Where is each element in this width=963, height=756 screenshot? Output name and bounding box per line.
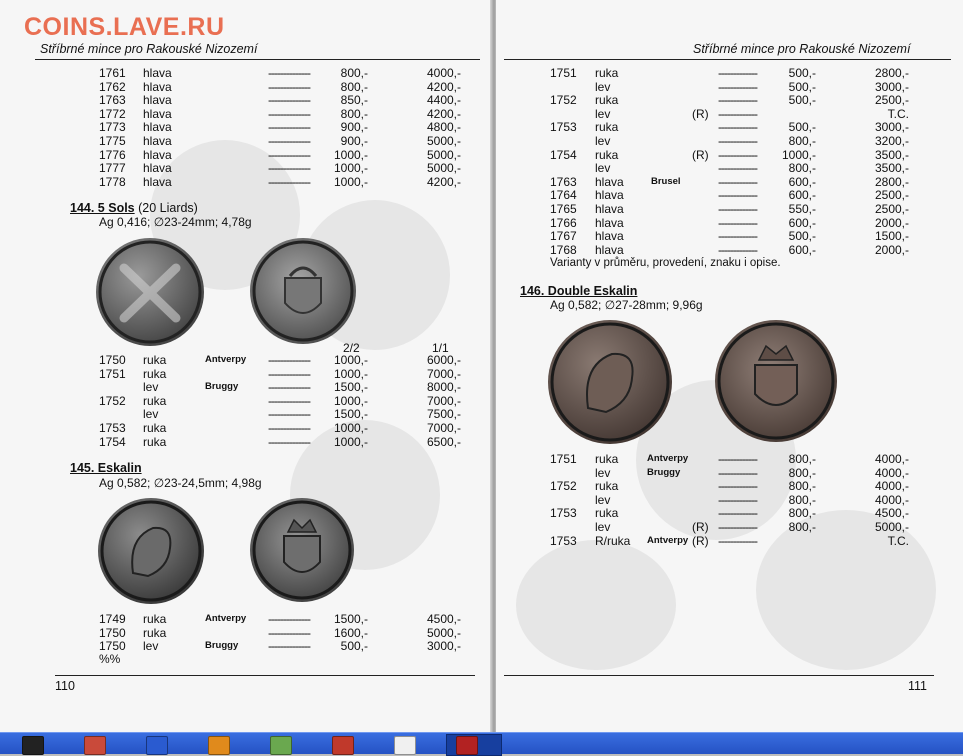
row-leader: -------------	[718, 465, 757, 480]
footnote-marker: %%	[99, 652, 121, 666]
table-row	[0, 175, 492, 189]
paint-palette-icon[interactable]	[270, 736, 292, 755]
row-year: 1750	[99, 625, 126, 640]
row-price-unc: 5000,-	[426, 625, 461, 640]
table-row	[0, 626, 492, 640]
row-type: hlava	[143, 134, 172, 148]
row-price-vf: 550,-	[788, 202, 816, 216]
checklist-icon[interactable]	[84, 736, 106, 755]
row-year: 1764	[550, 188, 577, 203]
row-price-vf: 1000,-	[333, 393, 368, 408]
row-leader: -------------	[718, 174, 757, 189]
page-header: Stříbrné mince pro Rakouské Nizozemí	[40, 42, 258, 56]
table-row	[0, 148, 492, 162]
row-price-vf: 500,-	[788, 93, 816, 108]
row-type: ruka	[143, 421, 167, 435]
row-price-vf: 600,-	[788, 215, 816, 230]
paint-splash-icon[interactable]	[332, 736, 354, 755]
row-leader: --------------	[268, 93, 310, 108]
row-type: ruka	[595, 147, 619, 162]
row-leader: -------------	[718, 229, 757, 244]
table-row	[0, 66, 492, 80]
row-year: 1751	[550, 66, 577, 80]
row-price-vf: 500,-	[788, 79, 816, 94]
footer-rule	[504, 675, 934, 676]
table-row	[496, 161, 963, 175]
row-mint: Antverpy	[647, 534, 689, 546]
row-price-unc: 4000,-	[874, 465, 909, 480]
row-price-unc: 4000,-	[426, 66, 461, 80]
row-price-vf: 800,-	[788, 465, 816, 480]
table-row	[496, 107, 963, 121]
row-price-vf: 800,-	[340, 106, 368, 121]
row-type: lev	[143, 407, 159, 422]
row-price-vf: 1000,-	[333, 434, 368, 449]
row-price-vf: 800,-	[340, 79, 368, 94]
crowned-shield-icon	[250, 498, 354, 602]
table-row	[496, 175, 963, 189]
row-price-unc: 7000,-	[426, 366, 461, 381]
row-price-unc: 5000,-	[426, 161, 461, 176]
table-row	[496, 229, 963, 243]
clapperboard-icon[interactable]	[22, 736, 44, 755]
row-price-unc: 4800,-	[426, 120, 461, 135]
row-year: 1752	[550, 93, 577, 108]
page-number: 111	[908, 679, 928, 693]
row-price-vf: 1500,-	[333, 380, 368, 395]
row-price-vf: 800,-	[788, 161, 816, 176]
table-row	[496, 80, 963, 94]
row-type: hlava	[143, 93, 172, 108]
row-price-vf: 800,-	[788, 479, 816, 494]
row-leader: -------------	[718, 79, 757, 94]
row-leader: -------------	[718, 188, 757, 203]
row-year: 1750	[99, 353, 126, 367]
row-year: 1765	[550, 202, 577, 216]
row-year: 1775	[99, 134, 126, 148]
row-type: lev	[595, 520, 611, 534]
row-year: 1767	[550, 229, 577, 244]
coat-of-arms-icon	[250, 238, 356, 344]
table-row	[0, 612, 492, 626]
row-year: 1763	[550, 174, 577, 189]
row-price-unc: 4200,-	[426, 106, 461, 121]
row-leader: --------------	[268, 106, 310, 121]
row-year: 1768	[550, 242, 577, 257]
crowned-shield-icon	[715, 320, 837, 442]
row-year: 1753	[550, 120, 577, 135]
row-price-unc: 3000,-	[426, 639, 461, 654]
row-price-vf: 500,-	[788, 229, 816, 244]
row-price-unc: 5000,-	[426, 134, 461, 148]
row-rarity: (R)	[692, 533, 709, 548]
row-rarity: (R)	[692, 520, 709, 534]
row-type: hlava	[595, 174, 624, 189]
row-type: ruka	[143, 434, 167, 449]
row-year: 1753	[550, 533, 577, 548]
row-leader: -------------	[718, 161, 757, 176]
right-page	[496, 0, 963, 732]
row-type: lev	[143, 639, 159, 654]
notepad-icon[interactable]	[394, 736, 416, 755]
entry-spec-145: Ag 0,582; ∅23-24,5mm; 4,98g	[99, 476, 262, 490]
table-row	[496, 479, 963, 493]
row-price-vf: 500,-	[788, 120, 816, 135]
row-year: 1752	[99, 393, 126, 408]
table-row	[496, 93, 963, 107]
row-year: 1777	[99, 161, 126, 176]
row-price-vf: 600,-	[788, 188, 816, 203]
coin-obverse-146	[548, 320, 672, 444]
row-type: lev	[595, 79, 611, 94]
row-leader: --------------	[268, 434, 310, 449]
row-price-unc: 3000,-	[874, 120, 909, 135]
row-type: ruka	[595, 66, 619, 80]
row-leader: --------------	[268, 147, 310, 162]
coin-obverse-144	[96, 238, 204, 346]
cross-emblem-icon	[96, 238, 204, 346]
lion-emblem-icon	[548, 320, 672, 444]
row-type: ruka	[143, 625, 167, 640]
row-price-unc: 3200,-	[874, 134, 909, 148]
row-leader: -------------	[718, 506, 757, 521]
row-price-unc: 2800,-	[874, 174, 909, 189]
row-price-unc: 7000,-	[426, 393, 461, 408]
row-leader: -------------	[718, 147, 757, 162]
row-mint: Brusel	[651, 175, 681, 187]
variants-note: Varianty v průměru, provedení, znaku i opise.	[550, 257, 781, 269]
entry-title-144: 144. 5 Sols (20 Liards)	[70, 201, 198, 215]
row-price-vf: 600,-	[788, 242, 816, 257]
bleed-through-shadow	[516, 540, 676, 670]
row-leader: --------------	[268, 393, 310, 408]
row-price-unc: 7000,-	[426, 421, 461, 435]
row-price-unc: 4000,-	[874, 492, 909, 507]
row-type: ruka	[595, 120, 619, 135]
row-price-vf: 800,-	[788, 520, 816, 534]
table-row	[496, 452, 963, 466]
entry-title-145: 145. Eskalin	[70, 461, 142, 475]
row-year: 1763	[99, 93, 126, 108]
row-leader: -------------	[718, 479, 757, 494]
table-row	[0, 134, 492, 148]
row-leader: -------------	[718, 93, 757, 108]
row-leader: --------------	[268, 174, 310, 189]
row-type: hlava	[143, 120, 172, 135]
grade-header-vf: 2/2	[343, 341, 360, 355]
row-type: hlava	[143, 79, 172, 94]
row-type: ruka	[143, 612, 167, 626]
row-type: hlava	[595, 215, 624, 230]
row-leader: -------------	[718, 533, 757, 548]
table-row	[0, 407, 492, 421]
row-price-unc: 2800,-	[874, 66, 909, 80]
row-type: hlava	[143, 147, 172, 162]
footer-rule	[55, 675, 475, 676]
row-price-unc: T.C.	[887, 106, 909, 121]
row-leader: --------------	[268, 407, 310, 422]
table-row	[496, 466, 963, 480]
row-leader: -------------	[718, 66, 757, 80]
row-type: ruka	[595, 506, 619, 521]
row-leader: --------------	[268, 639, 310, 654]
row-type: lev	[143, 380, 159, 395]
row-price-unc: 3500,-	[874, 147, 909, 162]
row-price-unc: 2500,-	[874, 188, 909, 203]
table-row	[0, 435, 492, 449]
row-price-vf: 1000,-	[333, 421, 368, 435]
row-price-unc: 6000,-	[426, 353, 461, 367]
word-document-icon[interactable]	[146, 736, 168, 755]
table-row	[496, 188, 963, 202]
row-leader: --------------	[268, 421, 310, 435]
row-price-vf: 1000,-	[333, 174, 368, 189]
table-row	[496, 243, 963, 257]
row-type: R/ruka	[595, 533, 631, 548]
table-row	[496, 120, 963, 134]
page-header: Stříbrné mince pro Rakouské Nizozemí	[693, 42, 911, 56]
table-row	[496, 202, 963, 216]
row-leader: -------------	[718, 520, 757, 534]
row-price-unc: 4200,-	[426, 174, 461, 189]
row-type: ruka	[143, 353, 167, 367]
row-mint: Bruggy	[647, 466, 681, 478]
row-price-unc: 5000,-	[874, 520, 909, 534]
row-type: ruka	[143, 393, 167, 408]
row-price-unc: 4000,-	[874, 452, 909, 466]
row-price-vf: 1500,-	[333, 407, 368, 422]
table-row	[0, 380, 492, 394]
row-year: 1772	[99, 106, 126, 121]
row-mint: Antverpy	[647, 453, 689, 464]
row-leader: -------------	[718, 492, 757, 507]
row-leader: --------------	[268, 161, 310, 176]
row-type: hlava	[595, 202, 624, 216]
row-type: ruka	[595, 452, 619, 466]
table-row	[0, 421, 492, 435]
row-price-unc: 4500,-	[874, 506, 909, 521]
row-type: hlava	[143, 161, 172, 176]
header-rule	[504, 59, 951, 60]
row-price-vf: 500,-	[340, 639, 368, 654]
table-row	[496, 134, 963, 148]
table-row	[0, 93, 492, 107]
row-price-vf: 1000,-	[333, 353, 368, 367]
taskbar	[0, 732, 963, 754]
row-mint: Bruggy	[205, 640, 239, 652]
page-number: 110	[55, 679, 75, 693]
table-row	[496, 66, 963, 80]
row-leader: -------------	[718, 242, 757, 257]
row-year: 1762	[99, 79, 126, 94]
row-leader: --------------	[268, 66, 310, 80]
row-price-unc: 8000,-	[426, 380, 461, 395]
row-type: lev	[595, 161, 611, 176]
row-price-vf: 800,-	[340, 66, 368, 80]
row-leader: --------------	[268, 625, 310, 640]
row-leader: --------------	[268, 612, 310, 626]
table-row	[0, 80, 492, 94]
table-row	[0, 639, 492, 653]
row-leader: -------------	[718, 202, 757, 216]
left-page	[0, 0, 492, 732]
row-type: hlava	[595, 242, 624, 257]
row-year: 1761	[99, 66, 126, 80]
coin-obverse-145	[98, 498, 204, 604]
row-type: hlava	[595, 188, 624, 203]
row-price-unc: 5000,-	[426, 147, 461, 162]
row-year: 1773	[99, 120, 126, 135]
table-row	[496, 520, 963, 534]
row-price-unc: 4400,-	[426, 93, 461, 108]
table-row	[0, 394, 492, 408]
row-year: 1751	[99, 366, 126, 381]
row-year: 1750	[99, 639, 126, 654]
row-leader: --------------	[268, 120, 310, 135]
coin-reverse-145	[250, 498, 354, 602]
row-price-unc: 4200,-	[426, 79, 461, 94]
row-leader: -------------	[718, 106, 757, 121]
row-leader: -------------	[718, 215, 757, 230]
row-price-vf: 850,-	[340, 93, 368, 108]
row-price-vf: 1000,-	[781, 147, 816, 162]
row-year: 1753	[99, 421, 126, 435]
row-type: lev	[595, 106, 611, 121]
row-price-unc: 6500,-	[426, 434, 461, 449]
row-price-unc: 4500,-	[426, 612, 461, 626]
row-price-vf: 900,-	[340, 120, 368, 135]
row-mint: Antverpy	[205, 354, 247, 365]
coin-reverse-146	[715, 320, 837, 442]
entry-spec-146: Ag 0,582; ∅27-28mm; 9,96g	[550, 298, 703, 312]
row-type: lev	[595, 465, 611, 480]
table-row	[0, 107, 492, 121]
row-rarity: (R)	[692, 106, 709, 121]
table-row	[0, 161, 492, 175]
row-price-unc: 2000,-	[874, 242, 909, 257]
row-leader: --------------	[268, 353, 310, 367]
row-price-vf: 800,-	[788, 506, 816, 521]
row-price-unc: T.C.	[887, 533, 909, 548]
table-row	[0, 367, 492, 381]
row-year: 1754	[550, 147, 577, 162]
row-leader: --------------	[268, 366, 310, 381]
row-year: 1749	[99, 612, 126, 626]
row-year: 1753	[550, 506, 577, 521]
row-type: ruka	[143, 366, 167, 381]
row-type: hlava	[143, 174, 172, 189]
row-leader: --------------	[268, 79, 310, 94]
media-player-icon[interactable]	[208, 736, 230, 755]
row-price-unc: 3500,-	[874, 161, 909, 176]
row-price-unc: 4000,-	[874, 479, 909, 494]
row-price-vf: 1500,-	[333, 612, 368, 626]
row-price-vf: 800,-	[788, 452, 816, 466]
row-leader: -------------	[718, 452, 757, 466]
table-row	[496, 148, 963, 162]
row-price-vf: 800,-	[788, 134, 816, 148]
entry-title-146: 146. Double Eskalin	[520, 284, 638, 298]
table-row	[0, 120, 492, 134]
lion-emblem-icon	[98, 498, 204, 604]
row-type: hlava	[143, 106, 172, 121]
row-mint: Bruggy	[205, 381, 239, 393]
row-leader: -------------	[718, 120, 757, 135]
row-price-unc: 2000,-	[874, 215, 909, 230]
row-mint: Antverpy	[205, 613, 247, 624]
row-price-vf: 1000,-	[333, 366, 368, 381]
row-year: 1778	[99, 174, 126, 189]
site-watermark: COINS.LAVE.RU	[24, 13, 225, 41]
row-type: lev	[595, 134, 611, 148]
row-price-vf: 600,-	[788, 174, 816, 189]
row-price-unc: 2500,-	[874, 93, 909, 108]
grade-header-unc: 1/1	[432, 341, 449, 355]
row-price-vf: 900,-	[340, 134, 368, 148]
header-rule	[35, 59, 480, 60]
row-year: 1776	[99, 147, 126, 162]
table-row	[496, 506, 963, 520]
row-leader: --------------	[268, 134, 310, 148]
table-row	[0, 353, 492, 367]
row-price-vf: 800,-	[788, 492, 816, 507]
row-price-unc: 1500,-	[874, 229, 909, 244]
row-leader: -------------	[718, 134, 757, 148]
table-row	[496, 216, 963, 230]
active-window-icon[interactable]	[456, 736, 478, 755]
row-price-unc: 7500,-	[426, 407, 461, 422]
row-price-vf: 1000,-	[333, 161, 368, 176]
row-price-unc: 3000,-	[874, 79, 909, 94]
row-rarity: (R)	[692, 147, 709, 162]
row-type: hlava	[595, 229, 624, 244]
row-year: 1766	[550, 215, 577, 230]
table-row	[496, 493, 963, 507]
row-price-vf: 1000,-	[333, 147, 368, 162]
row-price-vf: 1600,-	[333, 625, 368, 640]
row-leader: --------------	[268, 380, 310, 395]
row-price-unc: 2500,-	[874, 202, 909, 216]
row-type: hlava	[143, 66, 172, 80]
row-type: ruka	[595, 93, 619, 108]
entry-spec-144: Ag 0,416; ∅23-24mm; 4,78g	[99, 215, 252, 229]
row-price-vf: 500,-	[788, 66, 816, 80]
row-type: ruka	[595, 479, 619, 494]
row-year: 1754	[99, 434, 126, 449]
table-row	[496, 534, 963, 548]
row-type: lev	[595, 492, 611, 507]
row-year: 1752	[550, 479, 577, 494]
coin-reverse-144	[250, 238, 356, 344]
row-year: 1751	[550, 452, 577, 466]
